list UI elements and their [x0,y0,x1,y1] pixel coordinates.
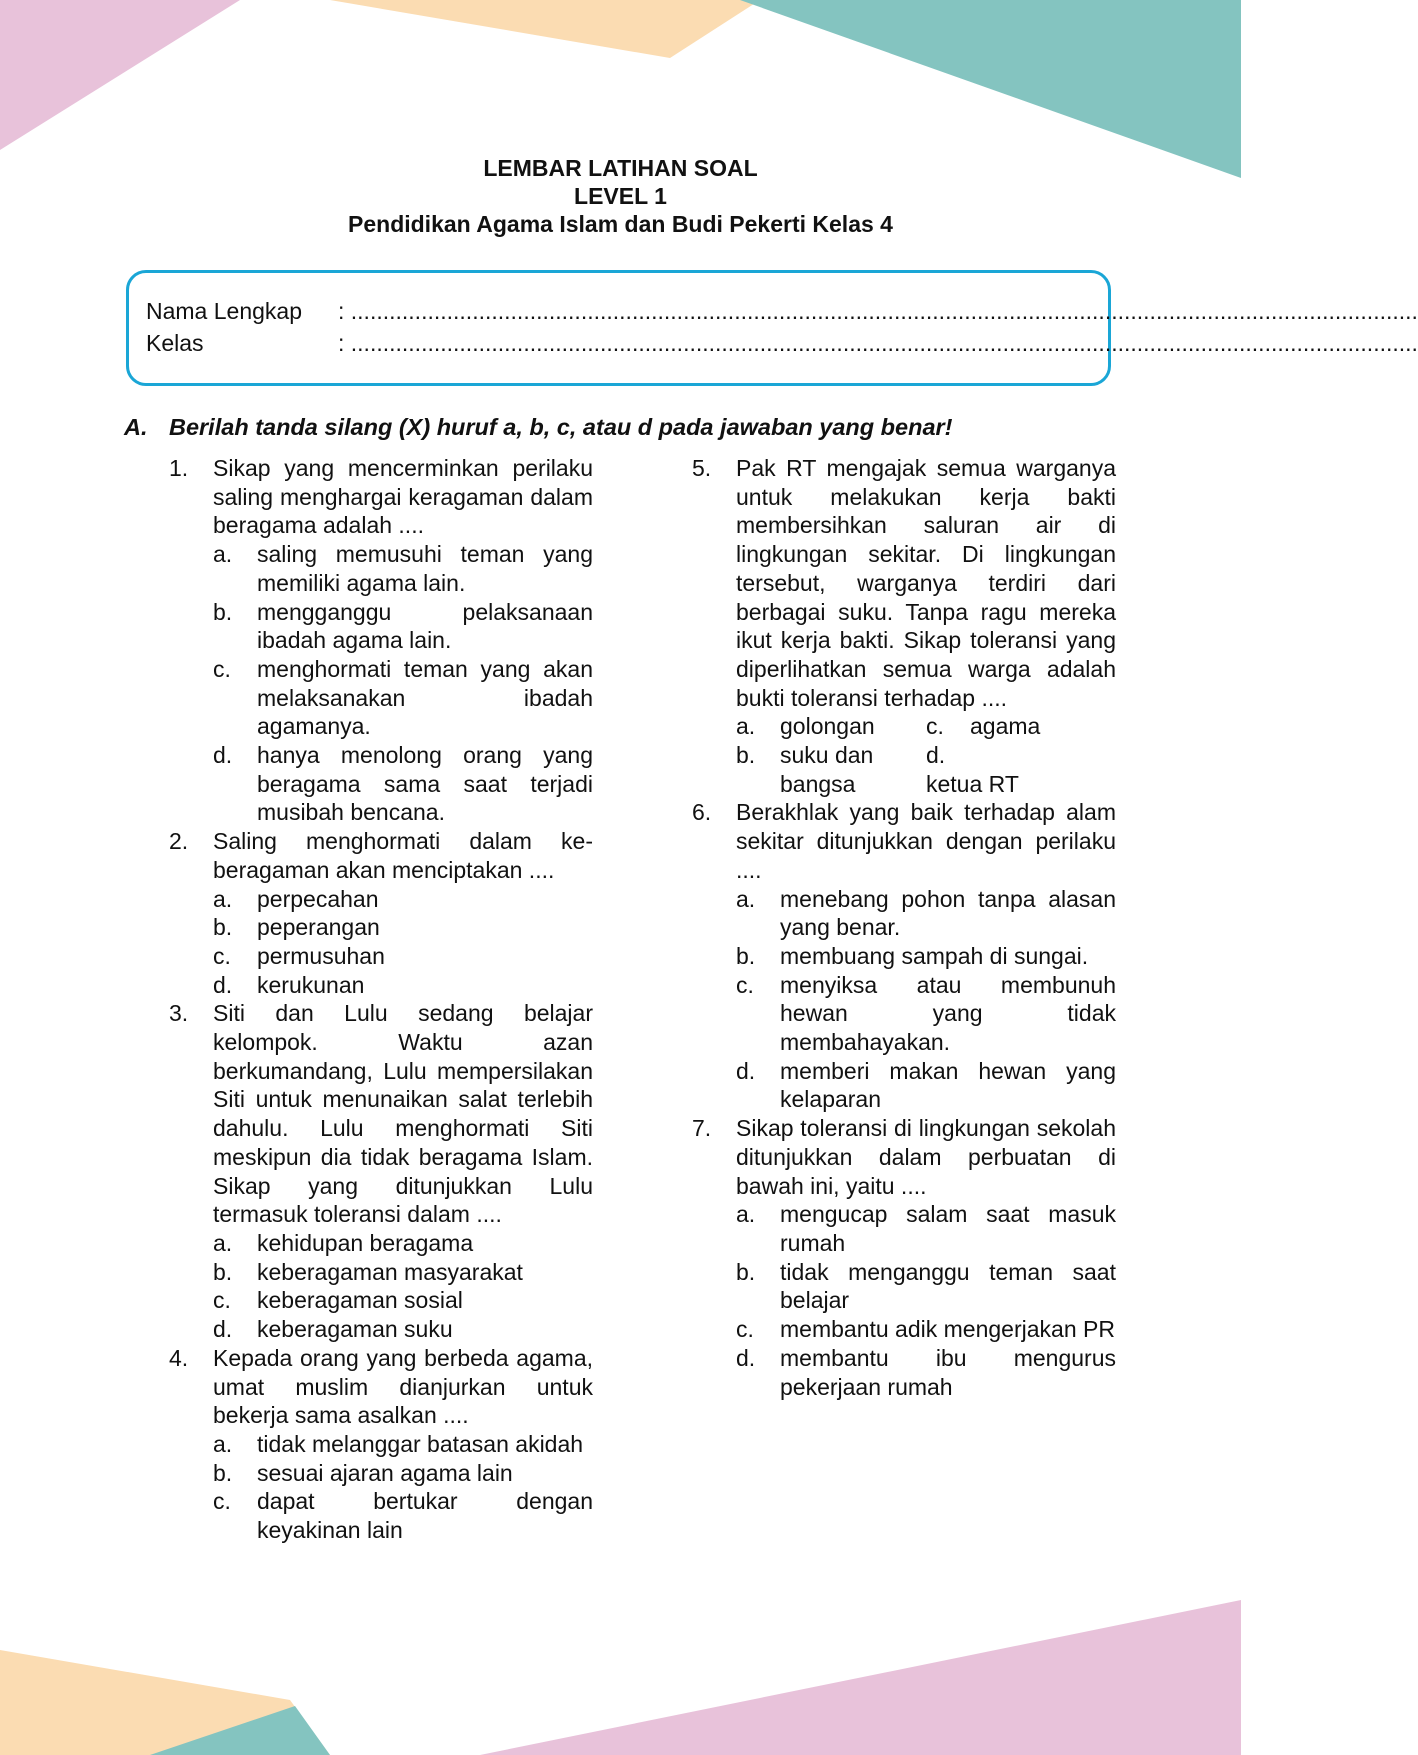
option-text: tidak melanggar batasan akidah [257,1430,584,1457]
subject-title: Pendidikan Agama Islam dan Budi Pekerti Kelas 4 [348,211,893,237]
option-text: permusuhan [257,942,385,969]
section-instruction [124,412,953,442]
option-letter: b. [736,942,756,969]
option-letter: c. [736,1316,754,1343]
option-letter: d. [926,742,946,769]
option-d[interactable] [213,741,593,827]
option-text: menyiksa atau membunuh hewan yang tidak membahayakan. [780,971,1116,1056]
option-text: membuang sampah di sungai. [780,942,1089,969]
level-label: LEVEL 1 [574,183,667,209]
option-letter: c. [926,713,944,740]
option-letter: c. [213,942,231,969]
class-label: Kelas [146,330,204,356]
option-letter: b. [736,1258,756,1285]
question-6 [692,798,1116,1114]
option-text: dapat bertukar dengan keyakinan lain [257,1488,593,1544]
option-b[interactable] [736,741,926,798]
option-text: kerukunan [257,971,365,998]
option-letter: a. [213,1229,233,1256]
option-text: mengganggu pelaksanaan ibadah agama lain. [257,598,593,654]
right-question-column [692,454,1116,1401]
option-text: kehidupan beragama [257,1229,474,1256]
option-c[interactable] [213,1487,593,1544]
option-c[interactable] [213,942,593,971]
option-text: peperangan [257,914,380,941]
option-a[interactable] [213,885,593,914]
option-letter: a. [213,541,233,568]
option-text: hanya menolong orang yang beragama sama saat terjadi musibah bencana. [257,742,593,826]
section-letter: A. [124,414,148,440]
option-letter: b. [213,598,233,625]
option-letter: d. [213,971,233,998]
option-text: memberi makan hewan yang kelaparan [780,1057,1116,1113]
inline-options [736,712,1116,798]
option-letter: c. [213,655,231,682]
option-c[interactable] [736,971,1116,1057]
question-text: Sikap yang mencerminkan perilaku saling menghargai keragaman dalam beragama adalah .... [213,455,593,539]
option-text: keberagaman suku [257,1316,453,1343]
top-peach-shape [330,0,760,58]
option-letter: d. [213,1316,233,1343]
question-7 [692,1114,1116,1401]
option-a[interactable] [736,1200,1116,1257]
option-d[interactable] [926,741,1116,798]
option-b[interactable] [213,1459,593,1488]
option-text: keberagaman masyarakat [257,1258,523,1285]
option-b[interactable] [736,942,1116,971]
option-text: suku dan bangsa [780,742,874,797]
question-1 [169,454,593,827]
option-text: keberagaman sosial [257,1287,463,1314]
option-letter: b. [213,1258,233,1285]
option-c[interactable] [736,1315,1116,1344]
option-letter: a. [736,1201,756,1228]
option-a[interactable] [213,1430,593,1459]
option-text: agama [970,713,1041,740]
question-number: 6. [692,799,712,826]
class-blank-field[interactable]: : ....................................................................................................................................................................... [338,330,1418,356]
option-letter: a. [213,1430,233,1457]
option-letter: b. [736,742,756,769]
question-number: 3. [169,1000,189,1027]
option-b[interactable] [213,913,593,942]
question-number: 7. [692,1115,712,1142]
option-letter: a. [736,885,756,912]
document-title: LEMBAR LATIHAN SOAL [483,155,758,181]
class-row [146,328,1418,358]
name-label: Nama Lengkap [146,298,302,324]
option-letter: c. [213,1287,231,1314]
option-letter: a. [736,713,756,740]
question-text: Pak RT mengajak semua warganya untuk melakukan kerja bakti membersihkan saluran air di lingkungan sekitar. Di lingkungan tersebut, warganya terdiri dari berbagai suku. Tanpa ragu mereka ikut kerja bakti. Sikap toleransi yang diperlihatkan semua warga adalah bukti toleransi terhadap .... [736,455,1116,711]
question-5 [692,454,1116,798]
option-a[interactable] [736,885,1116,942]
bottom-right-pink-shape [480,1600,1241,1755]
question-number: 5. [692,455,712,481]
option-letter: a. [213,885,233,912]
option-letter: b. [213,1459,233,1486]
option-text: mengucap salam saat masuk rumah [780,1201,1116,1256]
option-a[interactable] [213,540,593,597]
question-text: Berakhlak yang baik terhadap alam sekitar ditunjukkan dengan perilaku .... [736,799,1116,883]
question-text: Siti dan Lulu sedang belajar kelompok. Waktu azan berkumandang, Lulu mempersilakan Siti untuk menunaikan salat terlebih dahulu. Lulu menghormati Siti meskipun dia tidak beragama Islam. Sikap yang ditunjukkan Lulu termasuk toleransi dalam .... [213,1000,593,1228]
option-text: perpecahan [257,885,379,912]
option-d[interactable] [213,1315,593,1344]
question-text: Kepada orang yang berbeda agama, umat muslim dianjurkan untuk bekerja sama asalkan .... [213,1344,593,1429]
option-d[interactable] [736,1344,1116,1401]
option-text: sesuai ajaran agama lain [257,1459,513,1486]
question-number: 4. [169,1344,189,1371]
top-right-teal-shape [740,0,1241,178]
document-header [0,154,1241,238]
option-b[interactable] [213,598,593,655]
top-left-pink-shape [0,0,240,150]
option-c[interactable] [213,1286,593,1315]
option-text: membantu ibu mengurus pekerjaan rumah [780,1344,1116,1400]
question-3 [169,999,593,1343]
question-text: Saling menghormati dalam ke-beragaman akan menciptakan .... [213,828,593,883]
option-text: menebang pohon tanpa alasan yang benar. [780,885,1116,941]
option-b[interactable] [213,1258,593,1287]
question-number: 2. [169,828,189,855]
question-4 [169,1344,593,1545]
option-text: ketua RT [926,770,1019,797]
option-letter: b. [213,914,233,941]
option-c[interactable] [213,655,593,741]
instruction-text: Berilah tanda silang (X) huruf a, b, c, atau d pada jawaban yang benar! [169,414,953,440]
option-a[interactable] [736,712,926,741]
option-text: golongan [780,713,875,740]
option-d[interactable] [736,1057,1116,1114]
student-identity-box [126,270,1418,386]
option-text: menghormati teman yang akan melaksanakan ibadah agamanya. [257,655,593,740]
option-letter: d. [736,1344,756,1371]
question-2 [169,827,593,999]
option-letter: d. [213,742,233,769]
option-letter: c. [213,1488,231,1515]
option-text: tidak menganggu teman saat belajar [780,1258,1116,1314]
option-a[interactable] [213,1229,593,1258]
option-letter: c. [736,971,754,998]
question-text: Sikap toleransi di lingkungan sekolah ditunjukkan dalam perbuatan di bawah ini, yaitu .... [736,1115,1116,1199]
option-letter: d. [736,1057,756,1084]
name-blank-field[interactable]: : ....................................................................................................................................................................... [338,298,1418,324]
option-text: saling memusuhi teman yang memiliki agama lain. [257,541,593,596]
option-c[interactable] [926,712,1116,741]
option-b[interactable] [736,1258,1116,1315]
option-d[interactable] [213,971,593,1000]
name-row [146,296,1418,326]
question-number: 1. [169,455,189,481]
left-question-column [169,454,593,1545]
option-text: membantu adik mengerjakan PR [780,1316,1115,1343]
